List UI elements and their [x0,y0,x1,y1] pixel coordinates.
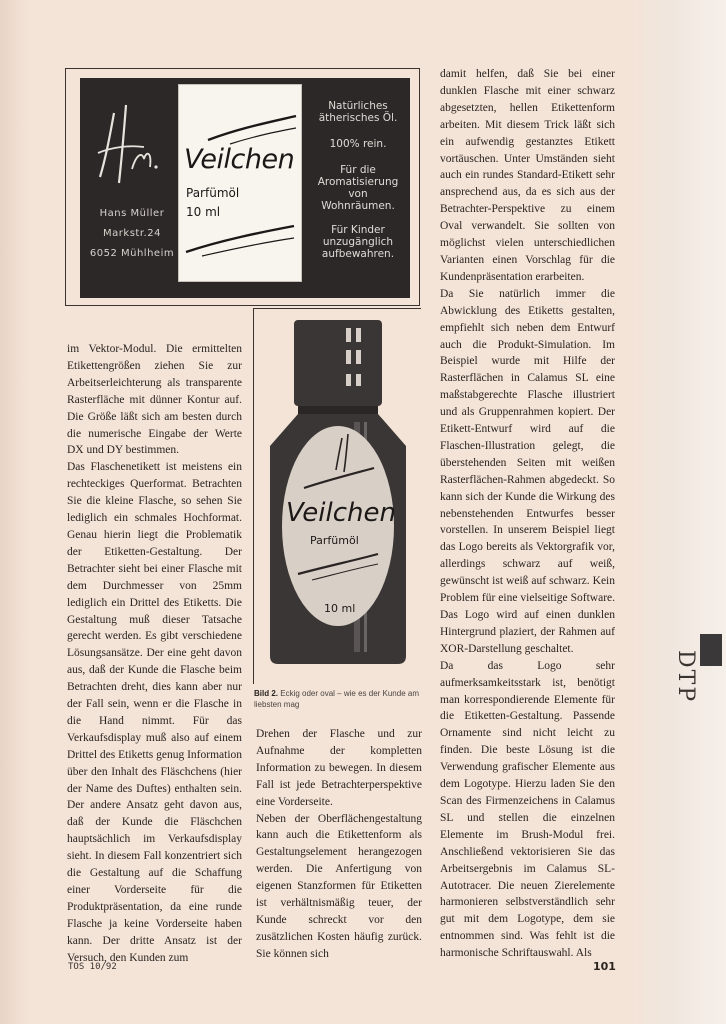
label-desc-line: unzugänglich [322,236,394,248]
footer-issue: TOS 10/92 [68,962,117,972]
ornament-stroke-icon [182,218,297,258]
label-volume: 10 ml [186,205,221,219]
page-number: 101 [593,960,616,973]
paragraph: Drehen der Flasche und zur Aufnahme der kompletten Information zu bewegen. In diesem Fall ist jede Betrachterperspektive eine Vorderseite. [256,728,422,808]
paragraph: damit helfen, daß Sie bei einer dunklen Flasche mit einer schwarz abgesetzten, hellen Etikettenform arbeiten. Mit diesem Trick läßt sich ein aufwendig gestanztes Etikett vortäuschen. Unter Umständen sieht auch ein rundes Standard-Etikett sehr ansprechend aus, da es sich aus der Betrachter-Perspektive zu einem Oval verwandelt. Sie sollten von möglichst vielen unterschiedlichen Varianten einen Vorschlag für die Kundenpräsentation erarbeiten. [440,68,615,283]
page-margin-right [631,0,726,1024]
text-column-1 [67,341,242,967]
label-desc-line: ätherisches Öl. [318,112,398,124]
label-desc-line: von [348,188,368,200]
section-tab-label: DTP [673,650,698,704]
text-column-3 [440,66,615,962]
paragraph: Das Flaschenetikett ist meistens ein rechteckiges Querformat. Betrachten Sie die kleine Flasche, so sehen Sie lediglich ein schmales Hochformat. Genau hierin liegt die Problematik der Etiketten-Gestaltung. Der Betrachter sieht bei einer Flasche mit dem Durchmesser von 25mm lediglich ein Drittel des Etiketts. Die Gestaltung muß dieser Tatsache gerecht werden. Es gibt verschiedene Lösungsansätze. Der eine geht davon aus, daß der Kunde die Flasche beim Betrachten dreht, dies kann aber nur der Fall sein, wenn er die Flasche in die Hand nimmt. Für das Verkaufsdisplay muß also auf einem Drittel des Etiketts genug Information über den Inhalt des Fläschchens (hier der Name des Duftes) enthalten sein. Der andere Ansatz geht davon aus, daß der Kunde die Fläschchen hauptsächlich im Verkaufsdisplay sieht. In diesem Fall konzentriert sich die Gestaltung auf die Schaffung einer Vorderseite für die Produktpräsentation, da eine runde Flasche ja keine Vorderseite haben kann. Der dritte Ansatz ist der Versuch, den Kunden zum [67,461,243,964]
label-desc-line: aufbewahren. [321,248,395,260]
paragraph: im Vektor-Modul. Die ermittelten Etikettengrößen ziehen Sie zur Arbeitserleichterung als transparente Rasterfläche mit dünner Kontur auf. Die Größe läßt sich am besten durch die numerische Eingabe der Werte DX und DY bestimmen. [67,343,242,457]
paragraph: Da Sie natürlich immer die Abwicklung des Etiketts gestalten, empfiehlt sich neben dem Entwurf auch die Produkt-Simulation. Im Beispiel wurde mit Hilfe der Rasterflächen in Calamus SL eine maßstabgerechte Flasche illustriert und als Gruppenrahmen kopiert. Der Etikett-Entwurf wird auf die Flaschen-Illustration gelegt, die überstehenden Seiten mit weißen Rasterflächen-Rahmen abgedeckt. So kann sich der Kunde die Wirkung des nebenstehenden Entwurfes besser vorstellen. In unserem Beispiel liegt das Logo bereits als Vektorgrafik vor, allerdings schwarz auf weiß, gewünscht ist weiß auf schwarz. Kein Problem für eine vielseitige Software. Das Logo wird auf einen dunklen Hintergrund plaziert, der Rahmen auf XOR-Darstellung geschaltet. [440,287,615,655]
bottle-label-volume: 10 ml [324,602,356,615]
paragraph: Da das Logo sehr aufmerksamkeitsstark ist, benötigt man korrespondierende Elemente für die Etiketten-Gestaltung. Passende Ornamente sind nicht leicht zu finden. Die beste Lösung ist die Verwendung grafischer Elemente aus dem Logotype. Hierzu laden Sie den Scan des Firmenzeichens in Calamus SL und stellen die einzelnen Elemente im Brush-Modul frei. Anschließend vektorisieren Sie das Arbeitsergebnis im Calamus SL-Autotracer. Die neuen Zierelemente harmonieren selbstverständlich sehr gut mit dem Logotype, dem sie entnommen sind. Was fehlt ist die harmonische Schriftauswahl. Als [440,659,615,960]
label-title: Veilchen [184,144,295,175]
address-name: Hans Müller [99,208,165,219]
label-desc-line: Für die [340,164,376,176]
caption-label: Bild 2. [254,689,279,698]
page-edge-shadow [0,0,30,1024]
label-desc-line: Aromatisierung [317,176,399,188]
hm-logo-icon [92,95,172,195]
text-column-2 [256,726,422,963]
figure-caption [254,688,426,710]
bottle-label-title: Veilchen [286,498,396,528]
address-street: Markstr.24 [103,228,161,239]
section-tab-marker [700,634,722,666]
label-desc-line: Wohnräumen. [321,200,395,212]
label-subtitle: Parfümöl [186,186,240,200]
caption-text: Eckig oder oval – wie es der Kunde am liebsten mag [254,689,419,709]
bottle-label-subtitle: Parfümöl [310,534,359,547]
paragraph: Neben der Oberflächengestaltung kann auch die Etikettenform als Gestaltungselement herangezogen werden. Die Anfertigung von eigenen Stanzformen für Etiketten ist verhältnismäßig teuer, der Kunde schreckt vor den zusätzlichen Kosten häufig zurück. Sie können sich [256,812,422,960]
address-city: 6052 Mühlheim [89,248,175,259]
label-desc-line: 100% rein. [329,138,387,150]
label-desc-line: Natürliches [328,100,388,112]
label-desc-line: Für Kinder [331,224,385,236]
